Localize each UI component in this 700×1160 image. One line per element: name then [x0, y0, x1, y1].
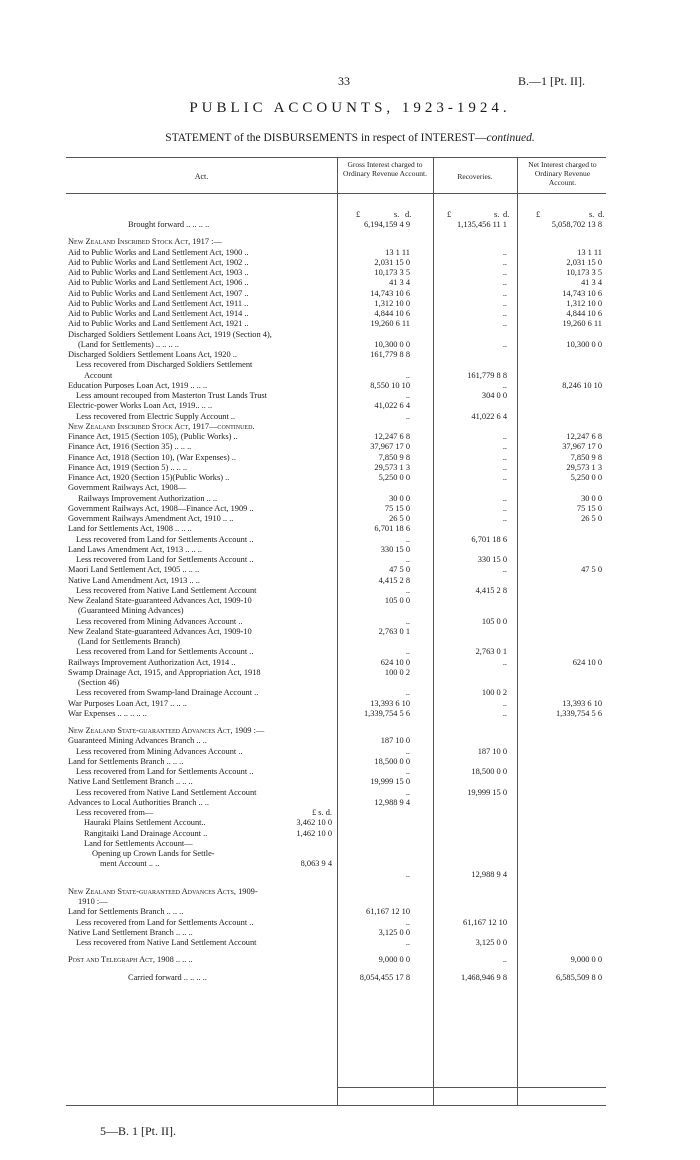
recoveries-cell: .. — [502, 565, 507, 575]
gross-interest-cell: 2,031 15 0 — [374, 257, 410, 267]
currency-unit-label: s. — [494, 210, 500, 219]
recoveries-cell: 41,022 6 4 — [471, 411, 507, 421]
table-row — [66, 849, 606, 859]
table-row — [66, 555, 606, 565]
gross-interest-cell: .. — [405, 938, 410, 947]
gross-interest-cell: 2,763 0 1 — [378, 626, 410, 636]
table-row — [66, 726, 606, 736]
recoveries-cell: .. — [502, 503, 507, 513]
table-row — [66, 596, 606, 606]
currency-unit-label: s. — [394, 210, 400, 219]
table-row — [66, 606, 606, 616]
gross-interest-cell: 18,500 0 0 — [374, 756, 410, 766]
table-row — [66, 473, 606, 483]
recoveries-cell: 1,135,456 11 1 — [457, 220, 507, 229]
row-label: Aid to Public Works and Land Settlement Act, 1902 .. — [68, 257, 249, 267]
gross-interest-cell: 4,415 2 8 — [378, 575, 410, 585]
table-row — [66, 757, 606, 767]
row-label: Less recovered from Discharged Soldiers Settlement — [76, 360, 253, 370]
row-label: Aid to Public Works and Land Settlement Act, 1906 .. — [68, 278, 249, 288]
gross-interest-cell: 26 5 0 — [389, 514, 410, 523]
row-label: Land for Settlements Act, 1908 .. .. .. — [68, 524, 192, 534]
gross-interest-cell: 9,000 0 0 — [378, 955, 410, 965]
table-row — [66, 237, 606, 247]
row-label: Less recovered from Native Land Settlement Account — [76, 938, 257, 947]
net-interest-cell: 1,339,754 5 6 — [555, 708, 602, 718]
recoveries-cell: .. — [502, 247, 507, 257]
table-row — [66, 617, 606, 627]
table-row — [66, 565, 606, 575]
row-label: New Zealand State-guaranteed Advances Act, 1909-10 — [68, 596, 252, 605]
recoveries-cell: .. — [502, 309, 507, 318]
gross-interest-cell: .. — [405, 534, 410, 544]
currency-unit-label: d. — [503, 210, 510, 219]
row-label: New Zealand Inscribed Stock Act, 1917 :— — [68, 237, 222, 247]
recoveries-cell: .. — [502, 442, 507, 452]
table-bottom-rule — [66, 1105, 606, 1106]
row-label: Swamp Drainage Act, 1915, and Appropriation Act, 1918 — [68, 667, 261, 677]
table-row — [66, 907, 606, 917]
net-interest-cell: 8,246 10 10 — [562, 380, 602, 390]
gross-interest-cell: 6,194,159 4 9 — [363, 220, 410, 229]
table-row — [66, 381, 606, 391]
table-row — [66, 432, 606, 442]
row-label: New Zealand Inscribed Stock Act, 1917—continued. — [68, 421, 255, 431]
row-label: Government Railways Act, 1908—Finance Act, 1909 .. — [68, 503, 254, 513]
row-label: Finance Act, 1918 (Section 10), (War Expenses) .. — [68, 452, 236, 462]
gross-interest-cell: 12,247 6 8 — [374, 432, 410, 441]
table-row — [66, 798, 606, 808]
table-row — [66, 360, 606, 370]
table-row — [66, 586, 606, 596]
row-label: Less recovered from— — [76, 808, 154, 817]
row-label: Finance Act, 1916 (Section 35) .. .. .. — [68, 442, 192, 452]
net-interest-cell: 26 5 0 — [581, 514, 602, 523]
table-row — [66, 350, 606, 360]
net-interest-cell: 6,585,509 8 0 — [555, 972, 602, 982]
sub-amount: 3,462 10 0 — [296, 818, 332, 828]
row-label: Brought forward .. .. .. .. — [128, 220, 210, 229]
net-interest-cell: 9,000 0 0 — [570, 955, 602, 965]
table-row — [66, 955, 606, 965]
row-label: Aid to Public Works and Land Settlement Act, 1903 .. — [68, 268, 249, 277]
table-row — [66, 658, 606, 668]
table-row — [66, 938, 606, 948]
table-row — [66, 777, 606, 787]
gross-interest-cell: 19,260 6 11 — [370, 319, 410, 329]
recoveries-cell: 330 15 0 — [477, 555, 507, 564]
gross-interest-cell: 624 10 0 — [380, 657, 410, 667]
row-label: Land for Settlements Account— — [84, 838, 193, 848]
recoveries-cell: .. — [502, 462, 507, 472]
gross-interest-cell: 12,988 9 4 — [374, 797, 410, 807]
recoveries-cell: 4,415 2 8 — [475, 585, 507, 595]
recoveries-cell: .. — [502, 493, 507, 503]
gross-interest-cell: 19,999 15 0 — [370, 777, 410, 787]
net-interest-cell: 7,850 9 8 — [570, 452, 602, 462]
recoveries-cell: 3,125 0 0 — [475, 938, 507, 947]
row-label: Native Land Amendment Act, 1913 .. .. — [68, 575, 200, 585]
row-label: Less recovered from Land for Settlements Account .. — [76, 767, 254, 776]
row-label: (Land for Settlements) .. .. .. .. — [78, 339, 179, 349]
currency-unit-label: s. — [589, 210, 595, 219]
recoveries-cell: .. — [502, 278, 507, 288]
row-label: Aid to Public Works and Land Settlement Act, 1900 .. — [68, 247, 249, 257]
table-row — [66, 736, 606, 746]
statement-subtitle — [0, 132, 700, 144]
recoveries-cell: .. — [502, 268, 507, 277]
table-row — [66, 699, 606, 709]
table-row — [66, 829, 606, 839]
gross-interest-cell: .. — [405, 616, 410, 626]
row-label: Land for Settlements Branch .. .. .. — [68, 907, 184, 917]
row-label: Advances to Local Authorities Branch .. .. — [68, 797, 209, 807]
gross-interest-cell: 29,573 1 3 — [374, 462, 410, 472]
gross-interest-cell: 13 1 11 — [385, 247, 410, 257]
row-label: Aid to Public Works and Land Settlement Act, 1921 .. — [68, 319, 249, 329]
recoveries-cell: .. — [502, 339, 507, 349]
row-label: (Land for Settlements Branch) — [78, 637, 181, 646]
row-label: Rangitaiki Land Drainage Account .. — [84, 828, 208, 838]
table-row — [66, 391, 606, 401]
table-row — [66, 494, 606, 504]
recoveries-cell: .. — [502, 473, 507, 482]
table-row — [66, 688, 606, 698]
table-row — [66, 859, 606, 869]
row-label: Less recovered from Land for Settlements Account .. — [76, 917, 254, 927]
row-label: (Guaranteed Mining Advances) — [78, 606, 184, 616]
row-label: ment Account .. .. — [100, 859, 160, 869]
row-label: Hauraki Plains Settlement Account.. — [84, 818, 206, 828]
header-act: Act. — [194, 172, 209, 181]
row-label: Finance Act, 1920 (Section 15)(Public Works) .. — [68, 473, 230, 482]
net-interest-cell: 5,058,702 13 8 — [551, 220, 602, 229]
row-label: 1910 :— — [78, 897, 108, 906]
document-reference: B.—1 [Pt. II]. — [518, 74, 585, 88]
table-row — [66, 289, 606, 299]
net-interest-cell: 30 0 0 — [581, 493, 602, 503]
row-label: Less recovered from Electric Supply Account .. — [76, 411, 236, 421]
row-label: War Purposes Loan Act, 1917 .. .. .. — [68, 698, 187, 708]
net-interest-cell: 10,173 3 5 — [566, 268, 602, 277]
recoveries-cell: 187 10 0 — [477, 746, 507, 756]
row-label: Guaranteed Mining Advances Branch .. .. — [68, 736, 207, 746]
recoveries-cell: .. — [502, 432, 507, 441]
row-label: Discharged Soldiers Settlement Loans Act, 1919 (Section 4), — [68, 329, 272, 339]
gross-interest-cell: 30 0 0 — [389, 493, 410, 503]
table-row — [66, 268, 606, 278]
row-label: Maori Land Settlement Act, 1905 .. .. .. — [68, 565, 200, 575]
table-row — [66, 309, 606, 319]
gross-interest-cell: .. — [405, 767, 410, 776]
recoveries-cell: .. — [502, 708, 507, 718]
gross-interest-cell: 187 10 0 — [380, 736, 410, 746]
table-row — [66, 668, 606, 678]
table-row — [66, 887, 606, 897]
table-row — [66, 709, 606, 719]
gross-interest-cell: 10,300 0 0 — [374, 339, 410, 349]
net-interest-cell: 41 3 4 — [581, 278, 602, 288]
net-interest-cell: 37,967 17 0 — [562, 442, 602, 452]
row-label: Less recovered from Mining Advances Account .. — [76, 616, 243, 626]
row-label: Railways Improvement Authorization .. .. — [78, 493, 218, 503]
table-row — [66, 524, 606, 534]
gross-interest-cell: 8,550 10 10 — [370, 380, 410, 390]
net-interest-cell: 13,393 6 10 — [562, 698, 602, 708]
gross-interest-cell: .. — [405, 411, 410, 421]
row-label: Post and Telegraph Act, 1908 .. .. .. — [68, 955, 193, 965]
recoveries-cell: 2,763 0 1 — [475, 647, 507, 657]
currency-unit-label: £ — [447, 210, 452, 219]
header-rule — [66, 193, 606, 194]
gross-interest-cell: 161,779 8 8 — [370, 350, 410, 359]
table-row — [66, 870, 606, 880]
row-label: Government Railways Act, 1908— — [68, 483, 187, 493]
row-label: Land Laws Amendment Act, 1913 .. .. .. — [68, 544, 202, 554]
currency-unit-label: £ — [356, 210, 361, 219]
row-label: Electric-power Works Loan Act, 1919.. .. .. — [68, 401, 213, 411]
gross-interest-cell: 4,844 10 6 — [374, 309, 410, 318]
net-interest-cell: 4,844 10 6 — [566, 309, 602, 318]
row-label: Less recovered from Swamp-land Drainage Account .. — [76, 688, 259, 698]
row-label: New Zealand State-guaranteed Advances Acts, 1909- — [68, 886, 258, 896]
recoveries-cell: 304 0 0 — [481, 391, 507, 400]
row-label: Carried forward .. .. .. .. — [128, 972, 207, 982]
gross-interest-cell: 47 5 0 — [389, 565, 410, 575]
gross-interest-cell: 3,125 0 0 — [378, 927, 410, 937]
row-label: Government Railways Amendment Act, 1910 .. .. — [68, 514, 234, 523]
recoveries-cell: 100 0 2 — [481, 688, 507, 698]
gross-interest-cell: 37,967 17 0 — [370, 442, 410, 452]
recoveries-cell: 161,779 8 8 — [467, 370, 507, 380]
gross-interest-cell: 6,701 18 6 — [374, 524, 410, 534]
table-row — [66, 330, 606, 340]
row-label: Account — [84, 370, 113, 380]
gross-interest-cell: 41,022 6 4 — [374, 401, 410, 411]
table-row — [66, 747, 606, 757]
sub-amount: 1,462 10 0 — [296, 828, 332, 838]
recoveries-cell: .. — [502, 698, 507, 708]
gross-interest-cell: 330 15 0 — [380, 544, 410, 554]
table-row — [66, 767, 606, 777]
row-label: Native Land Settlement Branch .. .. .. — [68, 777, 193, 787]
page-number: 33 — [338, 74, 350, 88]
recoveries-cell: .. — [502, 514, 507, 523]
table-row — [66, 422, 606, 432]
net-interest-cell: 29,573 1 3 — [566, 462, 602, 472]
gross-interest-cell: .. — [405, 787, 410, 797]
table-row — [66, 637, 606, 647]
table-row — [66, 514, 606, 524]
row-label: Less recovered from Land for Settlements Account .. — [76, 647, 254, 657]
table-row — [66, 647, 606, 657]
table-row — [66, 299, 606, 309]
gross-interest-cell: .. — [405, 555, 410, 564]
recoveries-cell: 105 0 0 — [481, 616, 507, 626]
currency-unit-label: d. — [405, 210, 412, 219]
net-interest-cell: 2,031 15 0 — [566, 257, 602, 267]
table-row — [66, 463, 606, 473]
table-row — [66, 340, 606, 350]
gross-interest-cell: 14,743 10 6 — [370, 288, 410, 298]
recoveries-cell: .. — [502, 298, 507, 308]
row-label: Less recovered from Mining Advances Account .. — [76, 746, 243, 756]
recoveries-cell: .. — [502, 380, 507, 390]
recoveries-cell: .. — [502, 657, 507, 667]
gross-interest-cell: 7,850 9 8 — [378, 452, 410, 462]
row-label: Land for Settlements Branch .. .. .. — [68, 756, 184, 766]
table-row — [66, 258, 606, 268]
gross-interest-cell: .. — [405, 370, 410, 380]
net-interest-cell: 624 10 0 — [572, 657, 602, 667]
gross-interest-cell: .. — [405, 869, 410, 879]
row-label: Railways Improvement Authorization Act, 1914 .. — [68, 657, 236, 667]
row-label: Native Land Settlement Branch .. .. .. — [68, 927, 193, 937]
page-footer: 5—B. 1 [Pt. II]. — [100, 1124, 176, 1138]
gross-interest-cell: 105 0 0 — [384, 596, 410, 605]
row-label: Less recovered from Land for Settlements Account .. — [76, 534, 254, 544]
gross-interest-cell: 100 0 2 — [384, 667, 410, 677]
net-interest-cell: 5,250 0 0 — [570, 473, 602, 482]
gross-interest-cell: 61,167 12 10 — [366, 907, 410, 917]
row-label: Finance Act, 1919 (Section 5) .. .. .. — [68, 462, 188, 472]
table-row — [66, 278, 606, 288]
recoveries-cell: .. — [502, 452, 507, 462]
net-interest-cell: 47 5 0 — [581, 565, 602, 575]
gross-interest-cell: 1,339,754 5 6 — [363, 708, 410, 718]
table-row — [66, 818, 606, 828]
currency-unit-label: d. — [598, 210, 605, 219]
table-row — [66, 401, 606, 411]
net-interest-cell: 75 15 0 — [576, 503, 602, 513]
header-recoveries: Recoveries. — [457, 172, 493, 181]
net-interest-cell: 12,247 6 8 — [566, 432, 602, 441]
recoveries-cell: .. — [502, 955, 507, 965]
table-row — [66, 535, 606, 545]
gross-interest-cell: 1,312 10 0 — [374, 298, 410, 308]
gross-interest-cell: .. — [405, 688, 410, 698]
net-interest-cell: 10,300 0 0 — [566, 339, 602, 349]
recoveries-cell: 18,500 0 0 — [471, 767, 507, 776]
gross-interest-cell: 10,173 3 5 — [374, 268, 410, 277]
table-row — [66, 319, 606, 329]
table-row — [66, 453, 606, 463]
header-net-interest: Net Interest charged to Ordinary Revenue Account. — [528, 160, 597, 187]
net-interest-cell: 14,743 10 6 — [562, 288, 602, 298]
row-label: New Zealand State-guaranteed Advances Act, 1909 :— — [68, 726, 265, 735]
recoveries-cell: 1,468,946 9 8 — [460, 972, 507, 982]
row-label: Education Purposes Loan Act, 1919 .. .. .. — [68, 380, 208, 390]
table-row — [66, 788, 606, 798]
row-label: Discharged Soldiers Settlement Loans Act, 1920 .. — [68, 350, 237, 359]
table-row — [66, 918, 606, 928]
table-row — [66, 504, 606, 514]
gross-interest-cell: 13,393 6 10 — [370, 698, 410, 708]
gross-interest-cell: .. — [405, 391, 410, 400]
row-label: Finance Act, 1915 (Section 105), (Public Works) .. — [68, 432, 238, 441]
recoveries-cell: 6,701 18 6 — [471, 534, 507, 544]
row-label: Aid to Public Works and Land Settlement Act, 1914 .. — [68, 309, 249, 318]
recoveries-cell: .. — [502, 257, 507, 267]
total-rule — [337, 1087, 606, 1088]
gross-interest-cell: .. — [405, 917, 410, 927]
net-interest-cell: 1,312 10 0 — [566, 298, 602, 308]
table-row — [66, 839, 606, 849]
table-row — [66, 545, 606, 555]
sub-amount: 8,063 9 4 — [300, 859, 332, 869]
recoveries-cell: .. — [502, 319, 507, 329]
table-row — [66, 576, 606, 586]
table-row — [66, 928, 606, 938]
net-interest-cell: 13 1 11 — [577, 247, 602, 257]
table-row — [66, 897, 606, 907]
table-row — [66, 627, 606, 637]
table-top-rule — [66, 157, 606, 158]
row-label: Aid to Public Works and Land Settlement Act, 1911 .. — [68, 298, 249, 308]
row-label: Less recovered from Native Land Settlement Account — [76, 585, 257, 595]
table-row — [66, 412, 606, 422]
table-row — [66, 220, 606, 230]
gross-interest-cell: .. — [405, 746, 410, 756]
row-label: New Zealand State-guaranteed Advances Act, 1909-10 — [68, 626, 252, 636]
table-row — [66, 442, 606, 452]
gross-interest-cell: 8,054,455 17 8 — [359, 972, 410, 982]
table-row — [66, 483, 606, 493]
sub-amount: £ s. d. — [311, 808, 332, 817]
gross-interest-cell: .. — [405, 647, 410, 657]
recoveries-cell: 61,167 12 10 — [463, 917, 507, 927]
gross-interest-cell: 75 15 0 — [384, 503, 410, 513]
header-gross-interest: Gross Interest charged to Ordinary Revenue Account. — [343, 160, 427, 178]
row-label: Less recovered from Land for Settlements Account .. — [76, 555, 254, 564]
currency-unit-label: £ — [536, 210, 541, 219]
table-row — [66, 808, 606, 818]
table-row — [66, 973, 606, 983]
gross-interest-cell: 41 3 4 — [389, 278, 410, 288]
subtitle-text: STATEMENT of the DISBURSEMENTS in respect of INTEREST— — [165, 132, 487, 144]
net-interest-cell: 19,260 6 11 — [562, 319, 602, 329]
gross-interest-cell: 5,250 0 0 — [378, 473, 410, 482]
table-row — [66, 678, 606, 688]
gross-interest-cell: .. — [405, 585, 410, 595]
recoveries-cell: .. — [502, 288, 507, 298]
row-label: Less amount recouped from Masterton Trust Lands Trust — [76, 391, 267, 400]
table-row — [66, 248, 606, 258]
page-title: PUBLIC ACCOUNTS, 1923-1924. — [189, 100, 511, 116]
recoveries-cell: 19,999 15 0 — [467, 787, 507, 797]
recoveries-cell: 12,988 9 4 — [471, 869, 507, 879]
row-label: Aid to Public Works and Land Settlement Act, 1907 .. — [68, 288, 249, 298]
row-label: Opening up Crown Lands for Settle- — [92, 849, 215, 858]
subtitle-continued: continued. — [486, 132, 535, 144]
table-row — [66, 371, 606, 381]
row-label: (Section 46) — [78, 678, 120, 687]
row-label: War Expenses .. .. .. .. .. — [68, 708, 147, 718]
row-label: Less recovered from Native Land Settlement Account — [76, 787, 257, 797]
